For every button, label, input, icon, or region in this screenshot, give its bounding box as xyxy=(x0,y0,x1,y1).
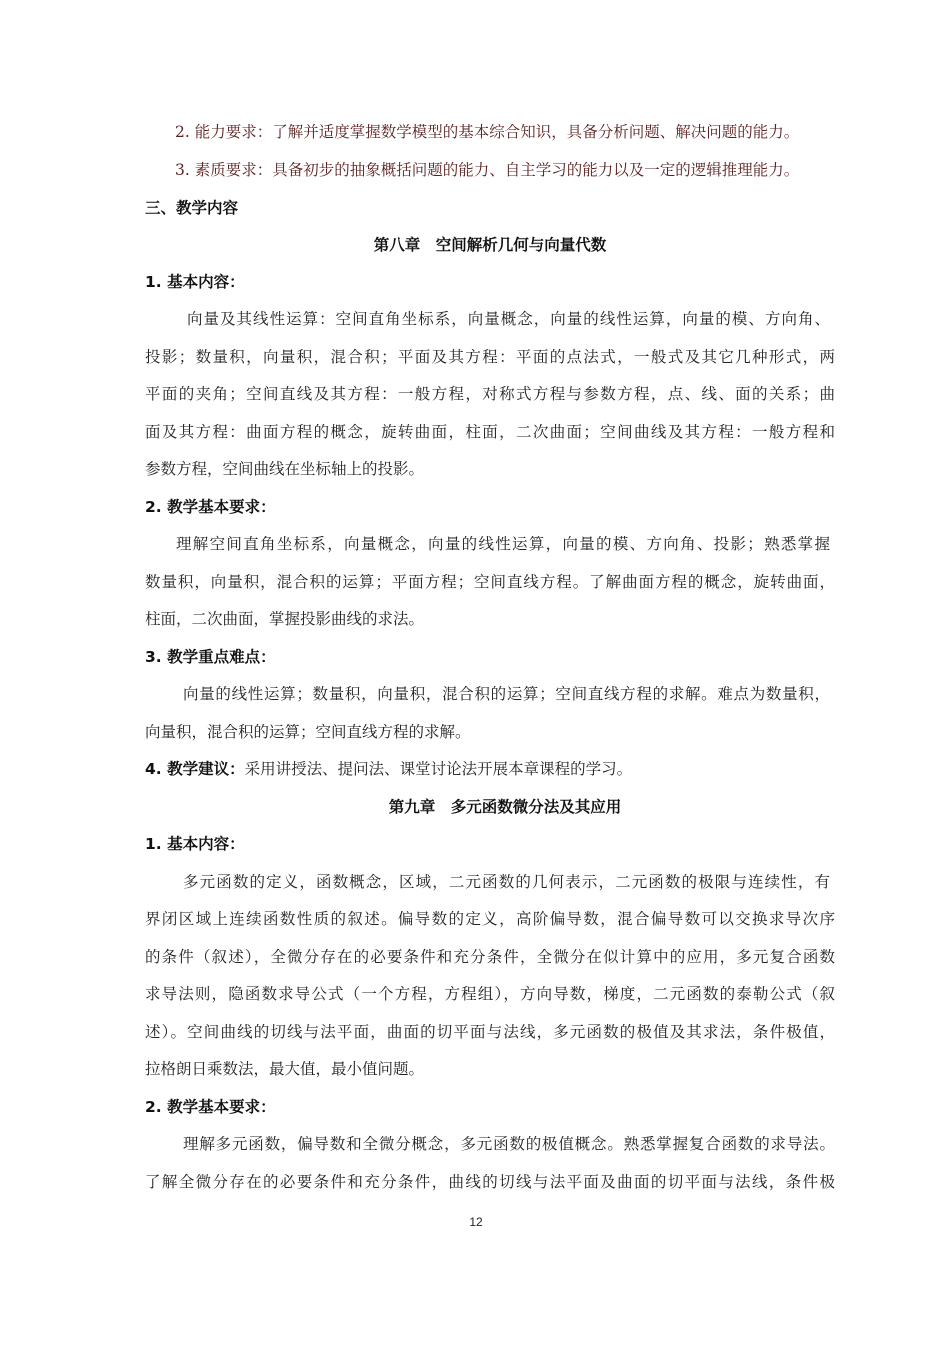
chapter8-basic-line: 平面的夹角；空间直线及其方程：一般方程，对称式方程与参数方程，点、线、面的关系；曲 xyxy=(145,385,835,403)
chapter9-basic-line: 多元函数的定义，函数概念，区域，二元函数的几何表示，二元函数的极限与连续性，有 xyxy=(183,873,830,891)
chapter8-basic-line: 向量及其线性运算：空间直角坐标系，向量概念，向量的线性运算，向量的模、方向角、 xyxy=(187,310,830,328)
chapter9-title: 第九章 多元函数微分法及其应用 xyxy=(388,798,622,816)
chapter8-key-heading: 3. 教学重点难点： xyxy=(145,648,276,666)
chapter8-basic-line: 面及其方程：曲面方程的概念，旋转曲面，柱面，二次曲面；空间曲线及其方程：一般方程和 xyxy=(145,423,835,441)
chapter9-basic-line: 的条件（叙述），全微分存在的必要条件和充分条件，全微分在似计算中的应用，多元复合函数 xyxy=(145,948,835,966)
chapter9-req-line: 理解多元函数，偏导数和全微分概念，多元函数的极值概念。熟悉掌握复合函数的求导法。 xyxy=(183,1135,835,1153)
chapter8-basic-heading: 1. 基本内容： xyxy=(145,273,245,291)
chapter9-basic-line: 求导法则，隐函数求导公式（一个方程，方程组），方向导数，梯度，二元函数的泰勒公式（叙 xyxy=(145,985,835,1003)
chapter8-advice xyxy=(145,759,835,779)
chapter8-basic-line: 投影；数量积，向量积，混合积；平面及其方程：平面的点法式，一般式及其它几种形式，两 xyxy=(145,348,835,366)
chapter9-req-heading: 2. 教学基本要求： xyxy=(145,1098,276,1116)
chapter8-basic-line: 参数方程，空间曲线在坐标轴上的投影。 xyxy=(145,460,425,478)
chapter8-advice-heading: 4. 教学建议： xyxy=(145,760,245,778)
chapter9-req-line: 了解全微分存在的必要条件和充分条件，曲线的切线与法平面及曲面的切平面与法线，条件极 xyxy=(145,1173,835,1191)
chapter9-basic-line: 拉格朗日乘数法，最大值，最小值问题。 xyxy=(145,1060,425,1078)
quality-requirement: 3. 素质要求：具备初步的抽象概括问题的能力、自主学习的能力以及一定的逻辑推理能力。 xyxy=(175,161,800,179)
chapter8-req-line: 理解空间直角坐标系，向量概念，向量的线性运算，向量的模、方向角、投影；熟悉掌握 xyxy=(176,535,830,553)
chapter8-req-line: 数量积，向量积，混合积的运算；平面方程；空间直线方程。了解曲面方程的概念，旋转曲面， xyxy=(145,573,835,591)
chapter8-req-line: 柱面，二次曲面，掌握投影曲线的求法。 xyxy=(145,610,425,628)
section-heading: 三、教学内容 xyxy=(145,199,239,217)
ability-requirement: 2. 能力要求：了解并适度掌握数学模型的基本综合知识，具备分析问题、解决问题的能力。 xyxy=(175,123,800,141)
chapter8-title: 第八章 空间解析几何与向量代数 xyxy=(373,236,607,254)
chapter8-key-line: 向量的线性运算；数量积，向量积，混合积的运算；空间直线方程的求解。难点为数量积， xyxy=(183,685,830,703)
chapter8-req-heading: 2. 教学基本要求： xyxy=(145,498,276,516)
chapter8-key-line: 向量积，混合积的运算；空间直线方程的求解。 xyxy=(145,723,471,741)
chapter8-advice-text: 采用讲授法、提问法、课堂讨论法开展本章课程的学习。 xyxy=(244,760,633,778)
chapter9-basic-line: 界闭区域上连续函数性质的叙述。偏导数的定义，高阶偏导数，混合偏导数可以交换求导次序 xyxy=(145,910,835,928)
page-number: 12 xyxy=(469,1215,483,1229)
chapter9-basic-heading: 1. 基本内容： xyxy=(145,835,245,853)
chapter9-basic-line: 述）。空间曲线的切线与法平面，曲面的切平面与法线，多元函数的极值及其求法，条件极值， xyxy=(145,1023,835,1041)
